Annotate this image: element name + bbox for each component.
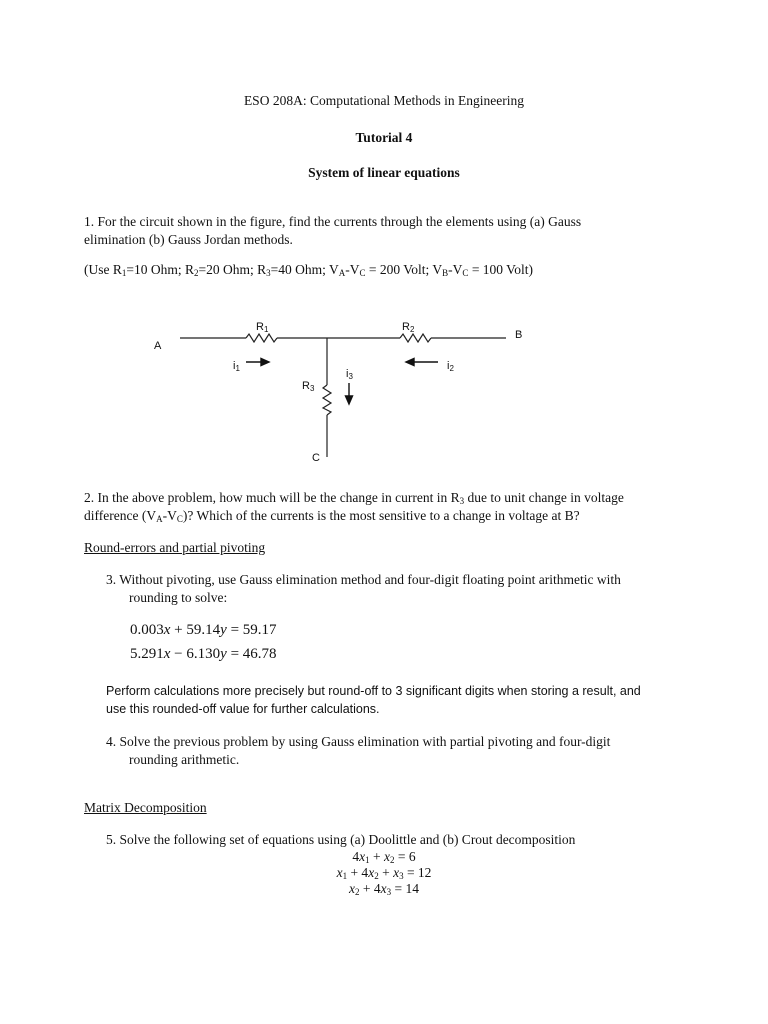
tutorial-title: Tutorial 4 bbox=[355, 130, 413, 145]
q5-line1: 5. Solve the following set of equations using (a) Doolittle and (b) Crout decomposition bbox=[106, 832, 576, 847]
i3-label: i3 bbox=[346, 368, 353, 381]
resistor-r3 bbox=[323, 385, 331, 415]
q3-line2: rounding to solve: bbox=[129, 590, 228, 605]
r3-label: R3 bbox=[302, 380, 315, 393]
q4-line1: 4. Solve the previous problem by using Gauss elimination with partial pivoting and four-digit bbox=[106, 734, 611, 749]
i2-label: i2 bbox=[447, 360, 454, 373]
section-round-errors: Round-errors and partial pivoting bbox=[84, 540, 266, 555]
topic-title: System of linear equations bbox=[308, 165, 460, 180]
course-title: ESO 208A: Computational Methods in Engineering bbox=[243, 93, 525, 108]
i2-arrow-head bbox=[406, 359, 414, 366]
q1-line2: elimination (b) Gauss Jordan methods. bbox=[84, 232, 293, 247]
r1-label: R1 bbox=[256, 321, 269, 334]
q5-equation-3: $x_2 + 4x_3 = 14$ bbox=[349, 881, 419, 897]
resistor-r1 bbox=[246, 334, 277, 342]
q1-given-values: (Use $R_1=10$ Ohm; $R_2=20$ Ohm; $R_3=40$ Ohm; $V_A-V_C = 200$ Volt; $V_B-V_C = 100$ Volt) bbox=[84, 262, 533, 278]
node-b-label: B bbox=[515, 329, 523, 341]
q3-line1: 3. Without pivoting, use Gauss elimination method and four-digit floating point arithmetic with bbox=[106, 572, 621, 587]
q5-equation-2: $x_1 + 4x_2 + x_3 = 12$ bbox=[336, 865, 432, 881]
node-c-label: C bbox=[312, 452, 320, 464]
resistor-r2 bbox=[400, 334, 431, 342]
q2-line2: difference $(V_A-V_C)$? Which of the currents is the most sensitive to a change in voltage at B? bbox=[84, 508, 580, 524]
q3-note-line1: Perform calculations more precisely but round-off to 3 significant digits when storing a result, and bbox=[106, 684, 641, 698]
q4-line2: rounding arithmetic. bbox=[129, 752, 240, 767]
q3-note-line2: use this rounded-off value for further calculations. bbox=[106, 702, 380, 716]
i1-arrow-head bbox=[261, 359, 269, 366]
i3-arrow-head bbox=[346, 396, 353, 404]
section-matrix-decomposition: Matrix Decomposition bbox=[84, 800, 207, 815]
q3-equation-1: 0.003x + 59.14y = 59.17 bbox=[130, 622, 277, 638]
circuit-diagram bbox=[0, 300, 768, 470]
q1-line1: 1. For the circuit shown in the figure, find the currents through the elements using (a) Gauss bbox=[84, 214, 582, 229]
q2-line1: 2. In the above problem, how much will be the change in current in $R_3$ due to unit change in voltage bbox=[84, 490, 624, 506]
q3-equation-2: 5.291x − 6.130y = 46.78 bbox=[130, 646, 277, 662]
r2-label: R2 bbox=[402, 321, 415, 334]
q5-equation-1: $4x_1 + x_2 = 6$ bbox=[352, 849, 416, 865]
node-a-label: A bbox=[154, 340, 162, 352]
i1-label: i1 bbox=[233, 360, 240, 373]
